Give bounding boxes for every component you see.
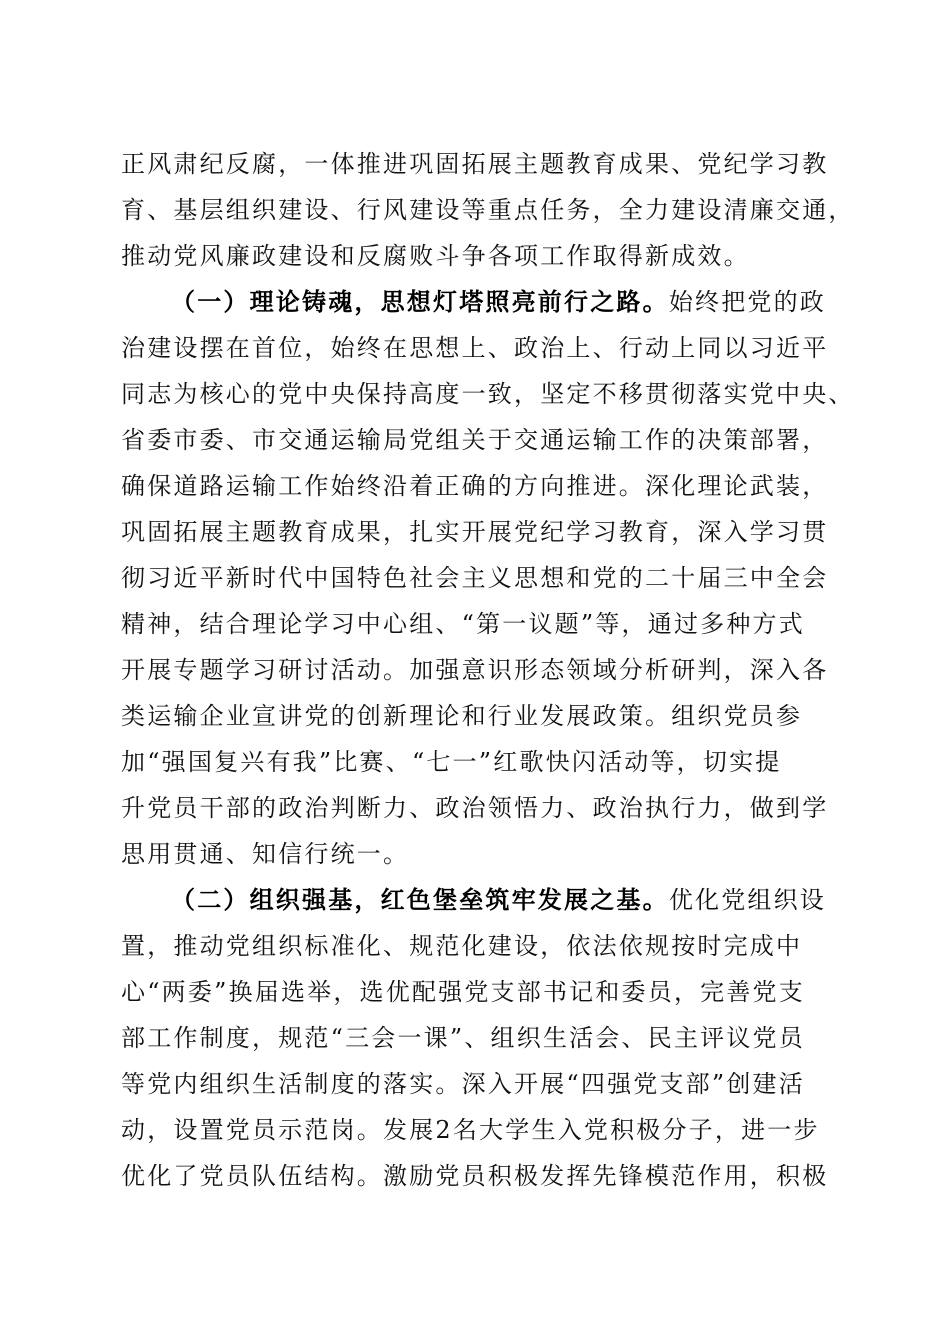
paragraph-line: 巩固拓展主题教育成果，扎实开展党纪学习教育，深入学习贯 bbox=[121, 518, 829, 546]
paragraph-line: 思用贯通、知信行统一。 bbox=[121, 840, 410, 868]
paragraph-line: 置，推动党组织标准化、规范化建设，依法依规按时完成中 bbox=[121, 932, 803, 960]
paragraph-line: 开展专题学习研讨活动。加强意识形态领域分析研判，深入各 bbox=[121, 656, 829, 684]
paragraph-line: 治建设摆在首位，始终在思想上、政治上、行动上同以习近平 bbox=[121, 334, 829, 362]
paragraph-line: 正风肃纪反腐，一体推进巩固拓展主题教育成果、党纪学习教 bbox=[121, 150, 829, 178]
paragraph-line: 育、基层组织建设、行风建设等重点任务，全力建设清廉交通， bbox=[121, 196, 855, 224]
paragraph-line: 加“强国复兴有我”比赛、“七一”红歌快闪活动等，切实提 bbox=[121, 748, 782, 776]
paragraph-line: 心“两委”换届选举，选优配强党支部书记和委员，完善党支 bbox=[121, 978, 805, 1006]
paragraph-text: 优化党组织设 bbox=[668, 886, 827, 914]
section-heading: （二）组织强基，红色堡垒筑牢发展之基。 bbox=[171, 886, 669, 914]
paragraph-line: 等党内组织生活制度的落实。深入开展“四强党支部”创建活 bbox=[121, 1070, 805, 1098]
paragraph-line: 优化了党员队伍结构。激励党员积极发挥先锋模范作用，积极 bbox=[121, 1162, 829, 1190]
paragraph-line: 彻习近平新时代中国特色社会主义思想和党的二十届三中全会 bbox=[121, 564, 829, 592]
paragraph-line: 部工作制度，规范“三会一课”、组织生活会、民主评议党员 bbox=[121, 1024, 805, 1052]
paragraph-line: 省委市委、市交通运输局党组关于交通运输工作的决策部署， bbox=[121, 426, 829, 454]
paragraph-line: 精神，结合理论学习中心组、“第一议题”等，通过多种方式 bbox=[121, 610, 805, 638]
paragraph-line: 确保道路运输工作始终沿着正确的方向推进。深化理论武装， bbox=[121, 472, 829, 500]
section-heading: （一）理论铸魂，思想灯塔照亮前行之路。 bbox=[171, 288, 669, 316]
paragraph-line: 动，设置党员示范岗。发展2名大学生入党积极分子，进一步 bbox=[121, 1116, 820, 1144]
paragraph-line: 同志为核心的党中央保持高度一致，坚定不移贯彻落实党中央、 bbox=[121, 380, 855, 408]
paragraph-line: 类运输企业宣讲党的创新理论和行业发展政策。组织党员参 bbox=[121, 702, 803, 730]
section-heading-line bbox=[171, 888, 826, 912]
section-heading-line bbox=[171, 290, 826, 314]
paragraph-text: 始终把党的政 bbox=[668, 288, 827, 316]
paragraph-line: 推动党风廉政建设和反腐败斗争各项工作取得新成效。 bbox=[121, 242, 750, 270]
paragraph-line: 升党员干部的政治判断力、政治领悟力、政治执行力，做到学 bbox=[121, 794, 829, 822]
